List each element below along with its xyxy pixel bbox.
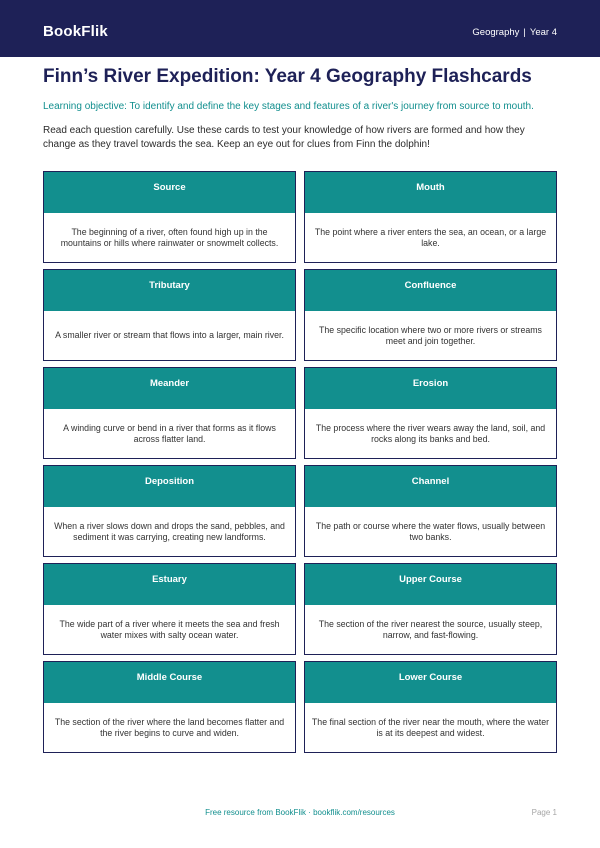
intro-text: Read each question carefully. Use these cards to test your knowledge of how rivers are formed and how they change as they travel towards the sea. Keep an eye out for clues from Finn the dolphin!	[43, 125, 525, 150]
breadcrumb	[472, 27, 557, 39]
flashcard-term: Estuary	[44, 564, 295, 605]
flashcard-definition: When a river slows down and drops the sand, pebbles, and sediment it was carrying, creating new landforms.	[54, 520, 285, 542]
footer-link[interactable]: Free resource from BookFlik · bookflik.com/resources	[205, 808, 395, 817]
flashcard-term: Tributary	[44, 270, 295, 311]
breadcrumb-year: Year 4	[529, 27, 557, 38]
flashcard-term: Middle Course	[44, 662, 295, 703]
flashcard[interactable]	[43, 171, 296, 263]
flashcard[interactable]	[304, 269, 557, 361]
flashcard[interactable]	[304, 661, 557, 753]
flashcard-term: Mouth	[305, 172, 556, 213]
flashcard-definition: The final section of the river near the mouth, where the water is at its deepest and widest.	[311, 716, 550, 738]
top-bar	[0, 0, 600, 57]
flashcard-definition: The wide part of a river where it meets the sea and fresh water mixes with salty ocean water.	[59, 618, 280, 640]
flashcard[interactable]	[304, 367, 557, 459]
flashcard[interactable]	[43, 269, 296, 361]
flashcard-definition: The section of the river nearest the source, usually steep, narrow, and fast-flowing.	[318, 618, 543, 640]
flashcard-definition: The process where the river wears away the land, soil, and rocks along its banks and bed.	[315, 422, 546, 444]
flashcard-term: Source	[44, 172, 295, 213]
page-number: Page 1	[531, 808, 557, 817]
flashcard[interactable]	[304, 171, 557, 263]
breadcrumb-separator: |	[523, 27, 526, 38]
flashcard-definition: The point where a river enters the sea, an ocean, or a large lake.	[314, 226, 547, 248]
flashcard[interactable]	[304, 563, 557, 655]
flashcard[interactable]	[43, 661, 296, 753]
flashcard-definition: A winding curve or bend in a river that forms as it flows across flatter land.	[63, 422, 276, 444]
flashcard-term: Lower Course	[305, 662, 556, 703]
flashcard-definition: The section of the river where the land becomes flatter and the river begins to curve and widen.	[54, 716, 285, 738]
flashcard-term: Upper Course	[305, 564, 556, 605]
flashcard-definition: The beginning of a river, often found high up in the mountains or hills where rainwater or snowmelt collects.	[60, 226, 279, 248]
flashcard[interactable]	[304, 465, 557, 557]
flashcard[interactable]	[43, 465, 296, 557]
flashcard-definition: The specific location where two or more rivers or streams meet and join together.	[319, 324, 542, 346]
flashcard-term: Deposition	[44, 466, 295, 507]
flashcard-term: Confluence	[305, 270, 556, 311]
page-title: Finn’s River Expedition: Year 4 Geography Flashcards	[43, 66, 532, 87]
breadcrumb-subject: Geography	[472, 27, 520, 38]
flashcard[interactable]	[43, 563, 296, 655]
flashcard-term: Channel	[305, 466, 556, 507]
flashcard-grid	[43, 171, 557, 753]
flashcard[interactable]	[43, 367, 296, 459]
brand-logo[interactable]: BookFlik	[43, 23, 108, 40]
flashcard-definition: The path or course where the water flows, usually between two banks.	[315, 520, 546, 542]
flashcard-definition: A smaller river or stream that flows into a larger, main river.	[55, 330, 284, 340]
flashcard-term: Meander	[44, 368, 295, 409]
learning-objective: Learning objective: To identify and define the key stages and features of a river's journey from source to mouth.	[43, 101, 534, 112]
flashcard-term: Erosion	[305, 368, 556, 409]
